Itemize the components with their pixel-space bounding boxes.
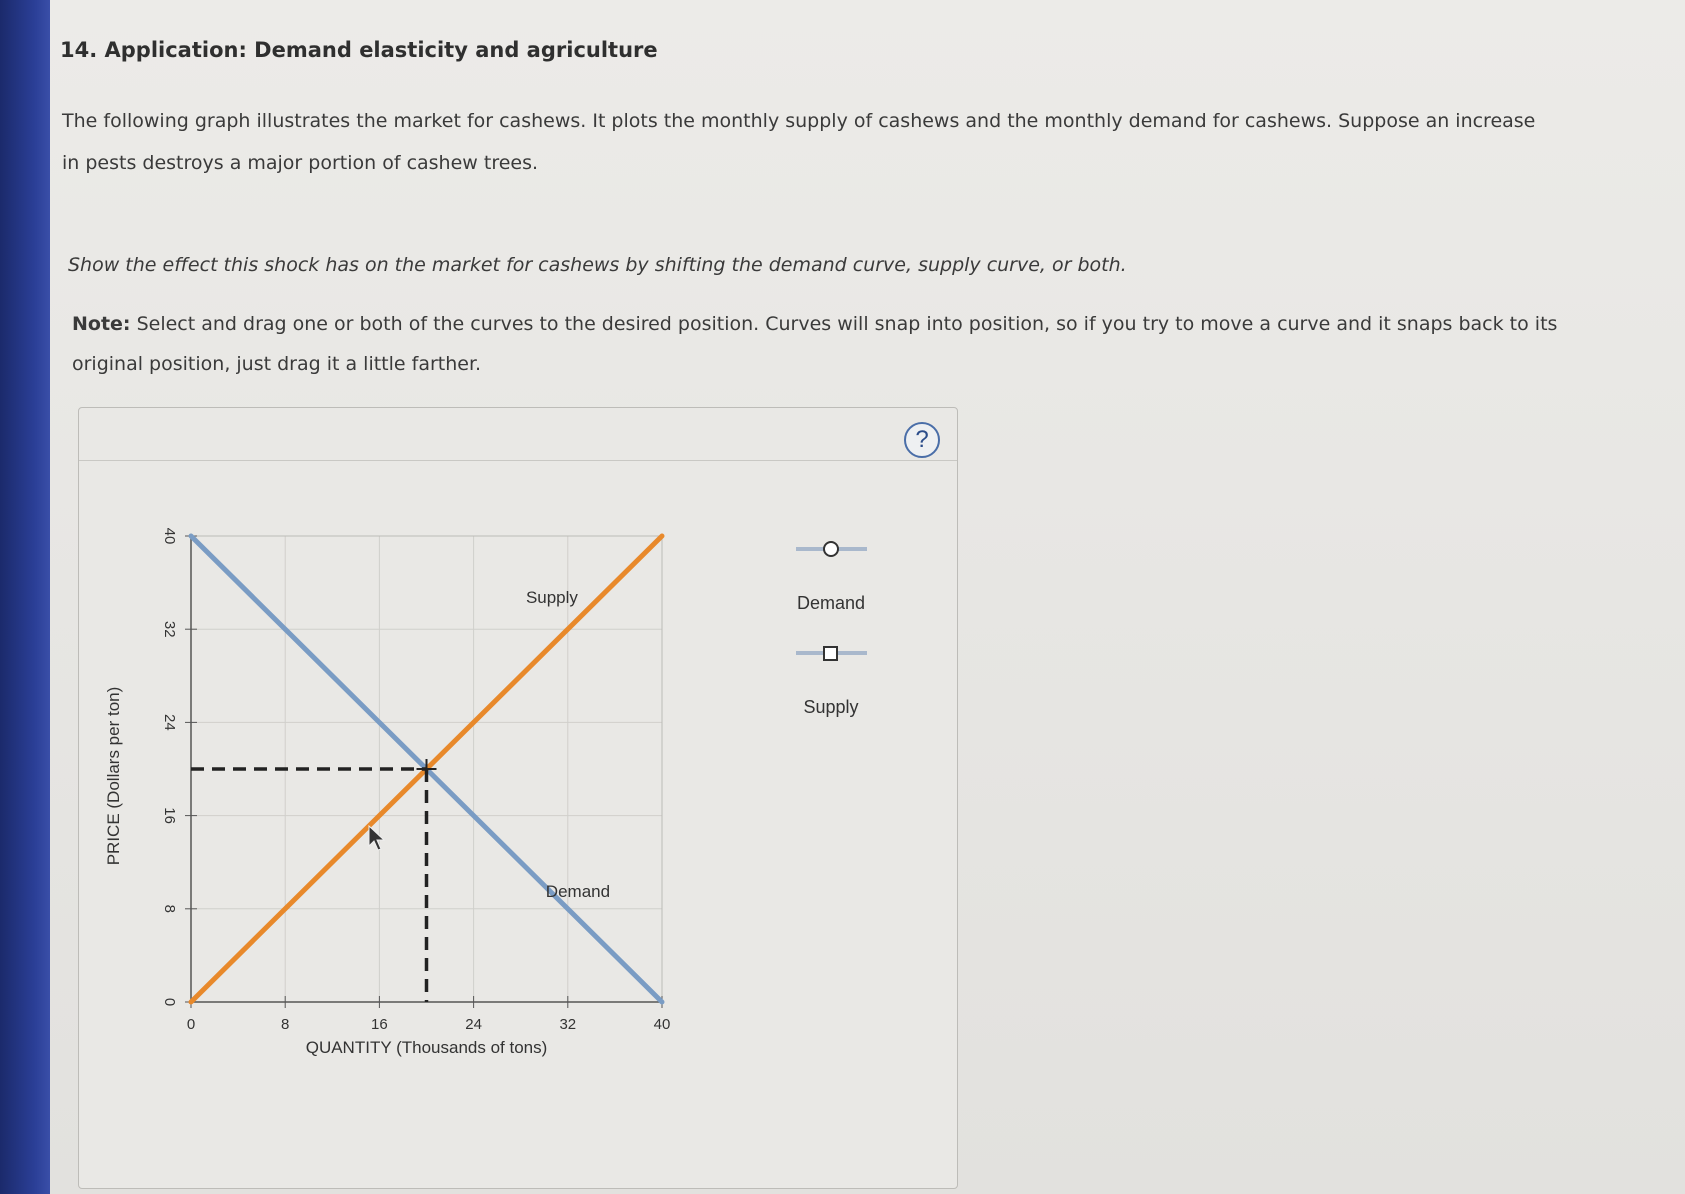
x-tick-label-24: 24 bbox=[465, 1016, 482, 1033]
y-tick-label-24: 24 bbox=[161, 714, 179, 731]
x-tick-label-32: 32 bbox=[559, 1016, 577, 1033]
note-text: Select and drag one or both of the curves to the desired position. Curves will snap into position, so if you try to move a curve and it snaps back to its original position, just drag it a little farther. bbox=[72, 313, 1558, 375]
x-axis-title: QUANTITY (Thousands of tons) bbox=[305, 1038, 548, 1057]
question-description: The following graph illustrates the market for cashews. It plots the monthly supply of cashews and the monthly demand for cashews. Suppose an increase in pests destroys a major portion of cashew trees. bbox=[62, 110, 1536, 174]
y-tick-label-40: 40 bbox=[161, 527, 179, 545]
x-tick-label-16: 16 bbox=[371, 1016, 388, 1033]
legend-supply-label: Supply bbox=[803, 697, 859, 717]
left-window-edge bbox=[0, 0, 50, 1194]
legend-demand-circle-icon[interactable] bbox=[824, 542, 838, 556]
legend-supply-square-icon[interactable] bbox=[824, 647, 837, 660]
y-tick-label-0: 0 bbox=[161, 997, 179, 1007]
question-note bbox=[72, 304, 1572, 384]
x-tick-label-0: 0 bbox=[186, 1016, 196, 1033]
mouse-cursor-icon bbox=[369, 826, 384, 850]
y-tick-label-32: 32 bbox=[161, 620, 179, 638]
graph-panel bbox=[78, 407, 958, 1189]
help-icon[interactable]: ? bbox=[904, 422, 940, 458]
x-tick-label-40: 40 bbox=[653, 1016, 671, 1033]
question-title: 14. Application: Demand elasticity and agriculture bbox=[60, 38, 658, 62]
legend-demand-label: Demand bbox=[796, 593, 866, 613]
y-tick-label-16: 16 bbox=[161, 807, 179, 824]
y-axis-title: PRICE (Dollars per ton) bbox=[104, 686, 123, 866]
note-label: Note: bbox=[72, 313, 131, 335]
x-tick-label-8: 8 bbox=[281, 1016, 290, 1033]
legend bbox=[796, 542, 867, 717]
supply-demand-chart bbox=[79, 408, 957, 1188]
demand-curve-label: Demand bbox=[545, 881, 611, 901]
question-instruction: Show the effect this shock has on the market for cashews by shifting the demand curve, supply curve, or both. bbox=[68, 254, 1127, 276]
y-tick-label-8: 8 bbox=[161, 904, 179, 913]
supply-curve-label: Supply bbox=[525, 588, 578, 608]
